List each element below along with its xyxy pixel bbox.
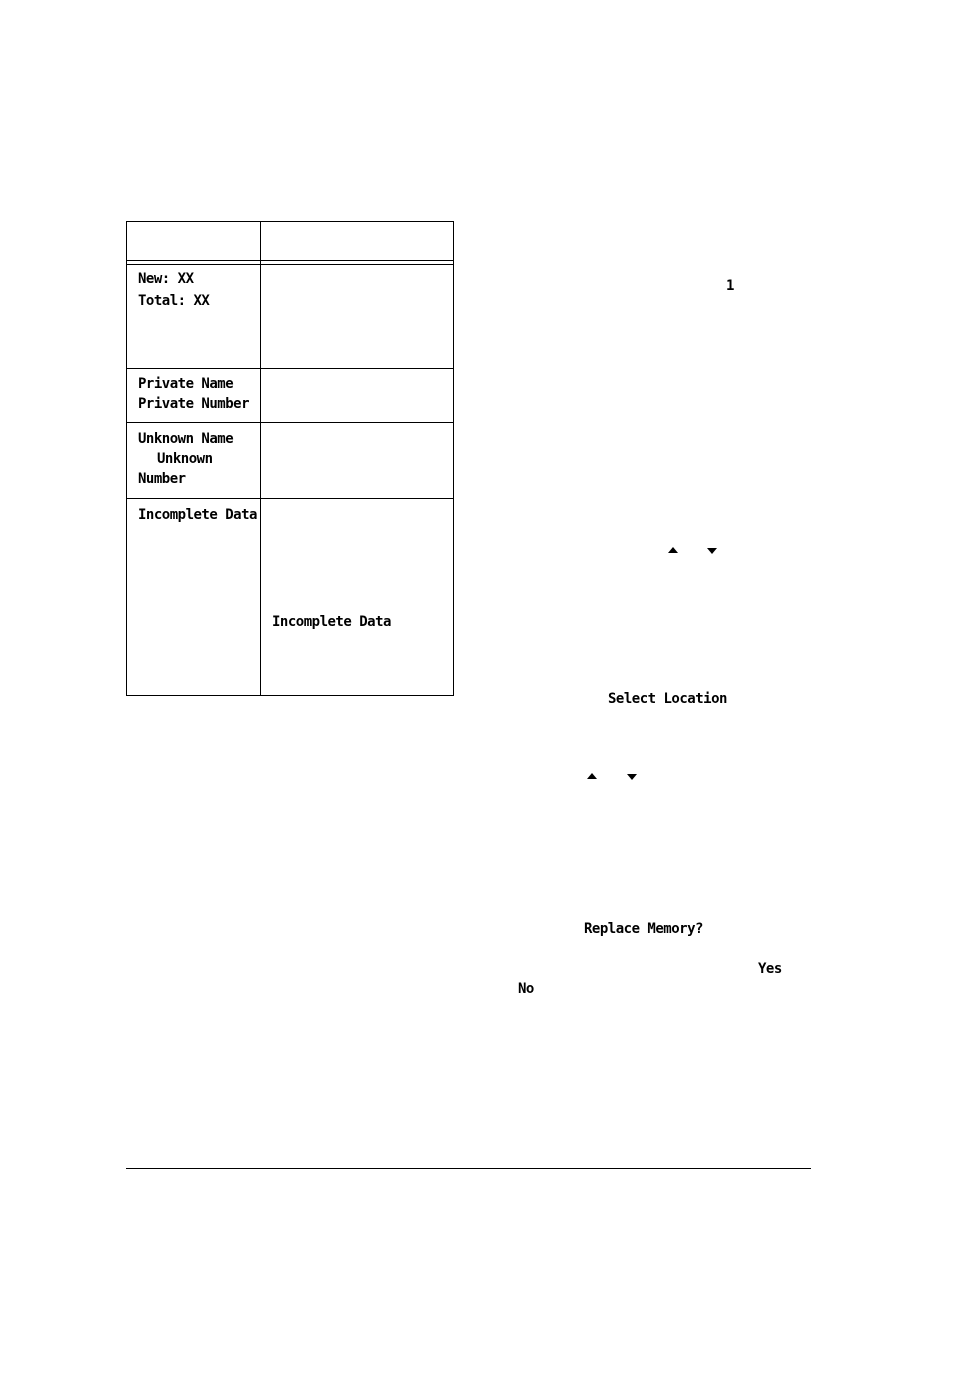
- no-display: No: [518, 981, 534, 997]
- table-row-divider: [127, 422, 453, 423]
- replace-memory-display: Replace Memory?: [584, 921, 703, 937]
- up-arrow-icon: [668, 547, 678, 553]
- table-cell-description: Incomplete Data: [272, 614, 391, 630]
- table-row: [138, 269, 209, 311]
- table-row: [138, 374, 249, 414]
- table-row: [138, 429, 233, 489]
- down-arrow-icon: [707, 548, 717, 554]
- table-header-divider-top: [127, 260, 453, 261]
- down-arrow-icon: [627, 774, 637, 780]
- display-line: Private Number: [138, 396, 250, 412]
- yes-display: Yes: [758, 961, 782, 977]
- table-row-divider: [127, 498, 453, 499]
- up-arrow-icon: [587, 773, 597, 779]
- table-row-divider: [127, 368, 453, 369]
- table-header-divider-bottom: [127, 264, 453, 265]
- key-one-label: 1: [726, 278, 734, 294]
- caller-id-message-table: [126, 221, 454, 696]
- display-line: Unknown: [157, 451, 213, 467]
- display-line: Number: [138, 471, 186, 487]
- display-line: New: XX: [138, 271, 194, 287]
- display-line: Private Name: [138, 376, 234, 392]
- display-line: Total: XX: [138, 293, 210, 309]
- table-column-divider: [260, 222, 261, 695]
- display-line: Incomplete Data: [138, 507, 257, 523]
- footer-divider: [126, 1168, 811, 1169]
- table-row: [138, 505, 257, 525]
- select-location-display: Select Location: [608, 691, 727, 707]
- display-line: Unknown Name: [138, 431, 234, 447]
